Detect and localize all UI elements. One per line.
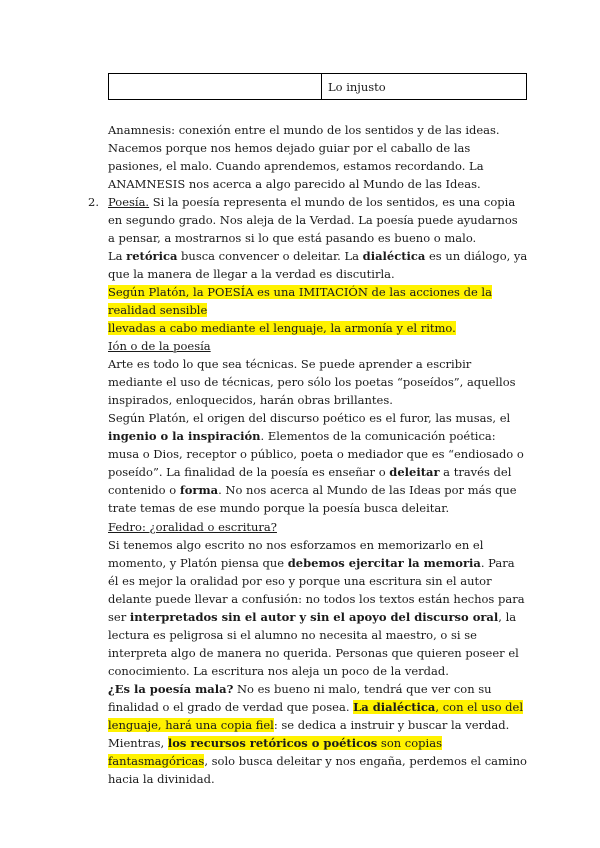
ion-text-g: . No nos acerca al Mundo de las Ideas por más que trate temas de ese mundo porque la poesía busca deleitar. — [108, 483, 517, 515]
fedro-term-recursos: los recursos retóricos o poéticos — [167, 736, 378, 750]
highlight-line-1: Según Platón, la POESÍA es una IMITACIÓN de las acciones de la realidad sensible — [108, 285, 492, 317]
fedro-text-2g: son copias fantasmagóricas — [108, 736, 442, 768]
anamnesis-text: Anamnesis: conexión entre el mundo de los sentidos y de las ideas. Nacemos porque nos hemos dejado guiar por el caballo de las pasiones, el malo. Cuando aprendemos, estamos recordando. La ANAMNESIS nos acerca a algo parecido al Mundo de las Ideas. — [108, 123, 500, 191]
fedro-question: ¿Es la poesía mala? — [108, 682, 234, 696]
ion-text-c: . Elementos de la comunicación poética: musa o Dios, receptor o público, poeta o mediador que es “endiosado o poseído”. La finalidad de la poesía es enseñar o — [108, 429, 524, 479]
ion-text-a: Según Platón, el origen del discurso poético es el furor, las musas, el — [108, 411, 511, 425]
fedro-paragraph-2 — [108, 680, 528, 788]
fedro-term-dialectica: La dialéctica — [353, 700, 436, 714]
ion-text-e: a través del contenido o — [108, 465, 512, 497]
ion-paragraph-2 — [108, 409, 528, 517]
highlight-line-2: llevadas a cabo mediante el lenguaje, la armonía y el ritmo. — [108, 321, 456, 335]
fedro-section — [108, 518, 528, 788]
fedro-text-2h: , solo busca deleitar y nos engaña, perdemos el camino hacia la divinidad. — [108, 754, 527, 786]
ion-term-forma: forma — [179, 483, 219, 497]
ion-term-deleitar: deleitar — [389, 465, 440, 479]
ion-term-ingenio: ingenio o la inspiración — [108, 429, 261, 443]
retorica-term: retórica — [126, 249, 178, 263]
fedro-term-memoria: debemos ejercitar la memoria — [287, 556, 481, 570]
retorica-text-e: es un diálogo, ya que la manera de llegar a la verdad es discutirla. — [108, 249, 528, 281]
dialectica-term: dialéctica — [362, 249, 426, 263]
fedro-text-e: , la lectura es peligrosa si el alumno no necesita al maestro, o si se interpreta algo de manera no querida. Personas que quieren poseer el conocimiento. La escritura nos aleja un poco de la verdad. — [108, 610, 519, 678]
table-cell-left — [109, 74, 322, 100]
poesia-title: Poesía. — [108, 195, 150, 209]
poesia-definition — [108, 283, 528, 337]
anamnesis-paragraph — [108, 121, 528, 193]
ion-section — [108, 337, 528, 517]
summary-table — [108, 73, 527, 100]
retorica-text-a: La — [108, 249, 127, 263]
fedro-text-2e: : se dedica a instruir y buscar la verdad. Mientras, — [108, 718, 510, 750]
ion-title: Ión o de la poesía — [108, 339, 211, 353]
table-cell-right: Lo injusto — [322, 74, 527, 100]
fedro-text-a: Si tenemos algo escrito no nos esforzamos en memorizarlo en el momento, y Platón piensa que — [108, 538, 484, 570]
table-row — [109, 74, 527, 100]
poesia-paragraph — [108, 193, 528, 247]
retorica-paragraph — [108, 247, 528, 283]
fedro-term-interpretados: interpretados sin el autor y sin el apoyo del discurso oral — [129, 610, 499, 624]
fedro-text-2b: No es bueno ni malo, tendrá que ver con su finalidad o el grado de verdad que posea. — [108, 682, 492, 714]
fedro-text-2d: , con el uso del lenguaje, hará una copia fiel — [108, 700, 523, 732]
poesia-section — [108, 193, 528, 337]
fedro-title: Fedro: ¿oralidad o escritura? — [108, 520, 277, 534]
ion-paragraph-1: Arte es todo lo que sea técnicas. Se puede aprender a escribir mediante el uso de técnicas, pero sólo los poetas “poseídos”, aquellos inspirados, enloquecidos, harán obras brillantes. — [108, 357, 516, 407]
fedro-paragraph-1 — [108, 536, 528, 680]
poesia-text: Si la poesía representa el mundo de los sentidos, es una copia en segundo grado. Nos aleja de la Verdad. La poesía puede ayudarnos a pensar, a mostrarnos si lo que está pasando es bueno o malo. — [108, 195, 518, 245]
retorica-text-c: busca convencer o deleitar. La — [177, 249, 363, 263]
list-number: 2. — [88, 195, 99, 209]
fedro-text-c: . Para él es mejor la oralidad por eso y porque una escritura sin el autor delante puede llevar a confusión: no todos los textos están hechos para ser — [108, 556, 525, 624]
